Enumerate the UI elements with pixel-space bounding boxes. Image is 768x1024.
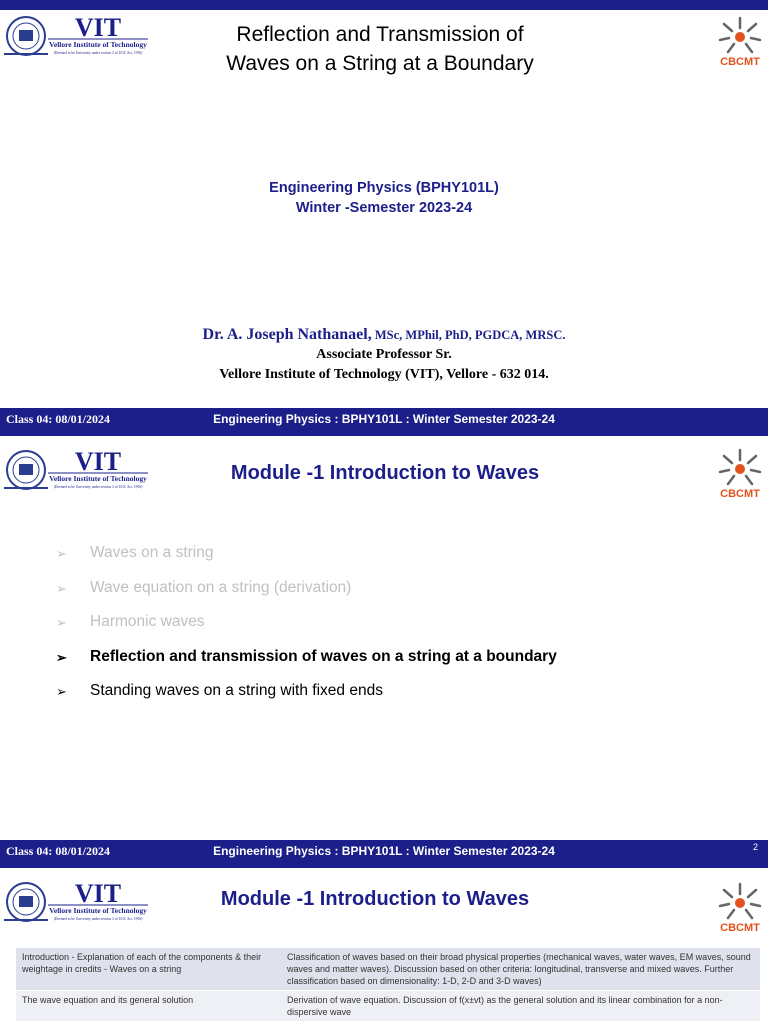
svg-text:VIT: VIT [74, 448, 122, 476]
footer-course: Engineering Physics : BPHY101L : Winter Semester 2023-24 [213, 412, 555, 426]
list-item [56, 579, 557, 614]
list-item [56, 613, 557, 648]
cbcmt-logo [714, 446, 766, 500]
course-name: Engineering Physics (BPHY101L) [269, 180, 499, 196]
arrow-bullet-icon: ➢ [56, 684, 67, 699]
list-item-text: Harmonic waves [90, 613, 205, 630]
svg-text:Vellore Institute of Technolog: Vellore Institute of Technology [49, 474, 147, 483]
svg-text:(Deemed to be University under: (Deemed to be University under section 3 of UGC Act, 1956) [53, 917, 143, 921]
title-line-1: Reflection and Transmission of [236, 23, 524, 46]
vit-logo [2, 448, 150, 492]
svg-text:Vellore Institute of Technolog: Vellore Institute of Technology [49, 906, 147, 915]
table-cell-topic: The wave equation and its general solution [16, 991, 281, 1022]
list-item-text: Reflection and transmission of waves on a string at a boundary [90, 647, 557, 665]
table-cell-detail: Classification of waves based on their broad physical properties (mechanical waves, water waves, EM waves, sound waves and matter waves). Discussion based on other criteria: longitudinal, transverse and mixed waves. Further classification based on dimensionality: 1-D, 2-D and 3-D waves) [281, 948, 760, 991]
list-item [56, 544, 557, 579]
list-item-current [56, 648, 557, 683]
svg-text:VIT: VIT [74, 14, 122, 42]
cbcmt-logo [714, 880, 766, 934]
author-block [0, 325, 768, 385]
svg-text:CBCMT: CBCMT [720, 488, 760, 500]
title-line-2: Waves on a String at a Boundary [226, 52, 534, 75]
author-qualifications: MSc, MPhil, PhD, PGDCA, MRSC. [371, 328, 566, 342]
table-row [16, 991, 760, 1022]
semester: Winter -Semester 2023-24 [295, 200, 473, 216]
top-bar [0, 432, 768, 436]
vit-logo [2, 880, 150, 924]
slide-title [150, 20, 610, 78]
top-bar [0, 0, 768, 10]
svg-text:(Deemed to be University under: (Deemed to be University under section 3 of UGC Act, 1956) [53, 51, 143, 55]
list-item-text: Waves on a string [90, 544, 214, 561]
page-number: 2 [752, 842, 758, 852]
arrow-bullet-icon: ➢ [56, 580, 67, 596]
table-row [16, 948, 760, 991]
arrow-bullet-icon: ➢ [56, 546, 67, 561]
arrow-bullet-icon: ➢ [56, 615, 67, 630]
syllabus-table [16, 948, 760, 1021]
table-cell-detail: Derivation of wave equation. Discussion of f(x±vt) as the general solution and its linear combination for a non-dispersive wave [281, 991, 760, 1022]
title-slide [0, 0, 768, 432]
table-cell-topic: Introduction - Explanation of each of the components & their weightage in credits - Waves on a string [16, 948, 281, 991]
author-position: Associate Professor Sr. [316, 347, 452, 362]
arrow-bullet-icon: ➢ [56, 649, 67, 665]
cbcmt-logo [714, 14, 766, 68]
vit-logo [2, 14, 150, 58]
svg-text:CBCMT: CBCMT [720, 922, 760, 934]
svg-text:CBCMT: CBCMT [720, 56, 760, 68]
list-item [56, 682, 557, 717]
svg-text:(Deemed to be University under: (Deemed to be University under section 3 of UGC Act, 1956) [53, 485, 143, 489]
svg-text:Vellore Institute of Technolog: Vellore Institute of Technology [49, 40, 147, 49]
footer-class-date: Class 04: 08/01/2024 [6, 412, 111, 426]
svg-text:VIT: VIT [74, 880, 122, 908]
slide-footer [0, 408, 768, 432]
module-title: Module -1 Introduction to Waves [220, 888, 530, 910]
topic-list [56, 544, 557, 717]
top-bar [0, 864, 768, 868]
list-item-text: Standing waves on a string with fixed ends [90, 682, 383, 699]
author-affiliation: Vellore Institute of Technology (VIT), Vellore - 632 014. [219, 367, 549, 382]
module-syllabus-slide [0, 864, 768, 1024]
module-outline-slide [0, 432, 768, 864]
course-info [0, 178, 768, 218]
module-title: Module -1 Introduction to Waves [230, 462, 540, 484]
footer-class-date: Class 04: 08/01/2024 [6, 844, 111, 858]
list-item-text: Wave equation on a string (derivation) [90, 578, 352, 596]
author-name: Dr. A. Joseph Nathanael, [202, 326, 372, 343]
slide-footer [0, 840, 768, 864]
footer-course: Engineering Physics : BPHY101L : Winter Semester 2023-24 [213, 844, 555, 858]
